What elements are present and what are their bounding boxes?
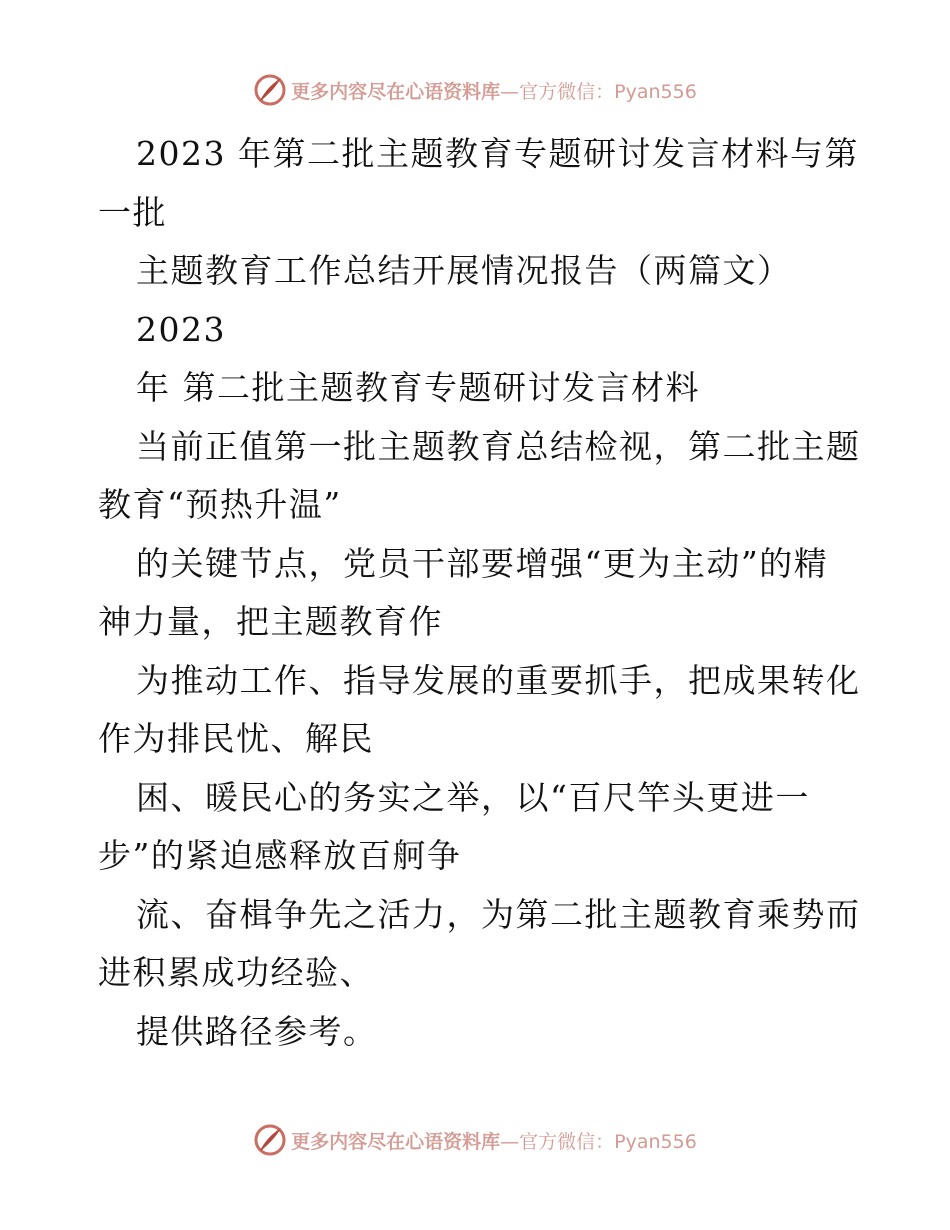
footer-watermark [0,1120,950,1160]
doc-line: 作为排民忧、解民 [98,719,374,758]
watermark-main-text: 更多内容尽在心语资料库 [291,1130,501,1153]
doc-line: 当前正值第一批主题教育总结检视，第二批主题 [136,426,861,466]
doc-line: 提供路径参考。 [136,1011,378,1051]
doc-line: 困、暖民心的务实之举，以“百尺竿头更进一 [136,777,810,817]
doc-line: 教育“预热升温” [98,485,342,524]
quill-circle-logo-icon [253,73,287,107]
watermark-sub-text: —官方微信：Pyan556 [500,80,697,103]
doc-line: 的关键节点，党员干部要增强“更为主动”的精 [136,543,829,583]
doc-line: 年 第二批主题教育专题研讨发言材料 [136,368,700,407]
doc-line: 为推动工作、指导发展的重要抓手，把成果转化 [136,660,861,700]
header-watermark [0,70,950,110]
doc-line: 进积累成功经验、 [98,953,374,992]
doc-line: 神力量，把主题教育作 [98,602,443,641]
quill-circle-logo-icon [253,1123,287,1157]
watermark-main-text: 更多内容尽在心语资料库 [291,80,501,103]
doc-line: 步”的紧迫感释放百舸争 [98,836,462,875]
doc-line: 一批 [98,192,167,232]
document-body [98,125,861,1061]
watermark-sub-text: —官方微信：Pyan556 [500,1130,697,1153]
doc-line: 2023 [136,309,226,349]
doc-line: 流、奋楫争先之活力，为第二批主题教育乘势而 [136,894,861,934]
doc-line: 主题教育工作总结开展情况报告（两篇文） [136,251,792,290]
doc-line: 2023 年第二批主题教育专题研讨发言材料与第 [136,134,859,173]
